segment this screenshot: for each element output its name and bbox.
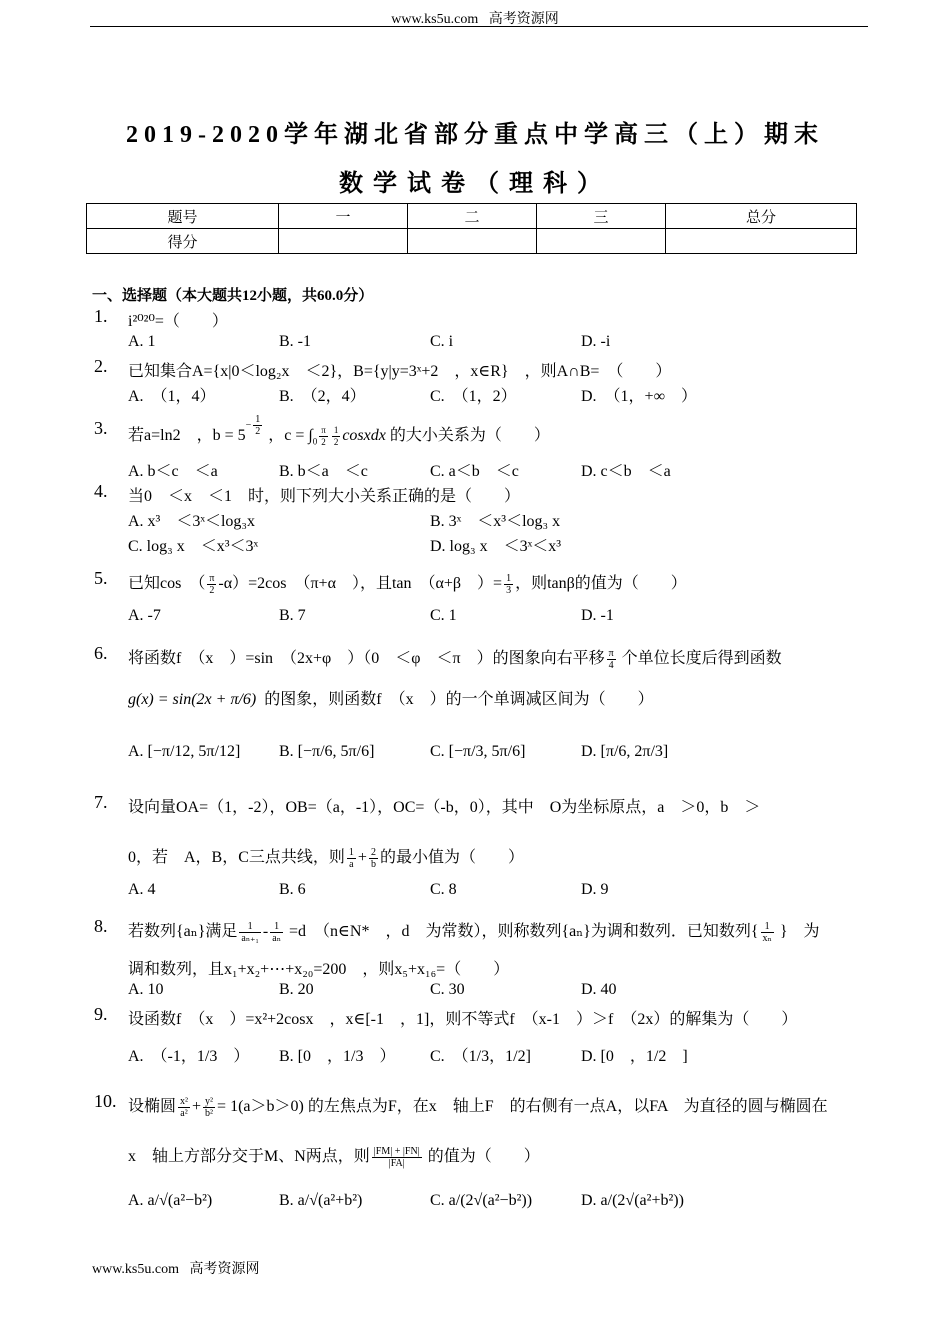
question-stem: 将函数f （x ）=sin （2x+φ ）（0 ＜φ ＜π ）的图象向右平移 $\frac{\pi}{4}$ 个单位长度后得到函数 [128,647,782,671]
score-cell: 总分 [666,204,857,229]
stem-part: =d （n∈N* ，d 为常数），则称数列{aₙ}为调和数列．已知数列{ [289,923,759,940]
option: B. 3ˣ ＜x³＜log₃ x [430,513,561,530]
option: C. 30 [430,981,465,998]
question-stem: 当0 ＜x ＜1 时，则下列大小关系正确的是（ ） [128,488,521,505]
stem-part: 的大小关系为（ ） [389,427,550,445]
question-stem: 调和数列，且x₁+x₂+⋯+x₂₀=200 ，则x₅+x₁₆=（ ） [128,961,510,978]
option: D. -i [581,333,611,350]
option: A. x³ ＜3ˣ＜log₃x [128,513,256,530]
option: D. [π/6, 2π/3] [581,743,669,760]
score-table-row [87,204,857,229]
option: B. [0 ，1/3 ） [279,1048,396,1065]
option: C. i [430,333,454,350]
score-cell: 一 [279,204,408,229]
score-cell [537,229,666,254]
score-cell: 三 [537,204,666,229]
stem-part: cosxdx [342,427,386,445]
question-stem: 若a=ln2 ，$b = 5^{- \frac{1}{2}}$ ，$c = \int_0$ $\frac{\pi}{2}$ $\frac{1}{2}$ cosxdx 的大小关系为（ ） [128,414,550,447]
question-number: 8. [94,916,108,936]
option: D. [0 ，1/2 ] [581,1048,688,1065]
option: D. c＜b ＜a [581,463,671,480]
footer-site: www.ks5u.com [92,1262,179,1277]
option: A. （-1，1/3 ） [128,1048,250,1065]
option: B. b＜a ＜c [279,463,368,480]
header-label: 高考资源网 [488,12,559,27]
score-cell [408,229,537,254]
option: C. log₃ x ＜x³＜3ˣ [128,538,259,555]
stem-part: 已知cos （ [128,575,206,592]
option: B. （2，4） [279,388,366,405]
option: D. -1 [581,607,614,624]
option: B. a/√(a²+b²) [279,1192,363,1209]
question-stem: 设函数f （x ）=x²+2cosx ，x∈[-1 ，1]，则不等式f （x-1 ）＞f （2x）的解集为（ ） [128,1011,798,1028]
score-cell [666,229,857,254]
option: C. a/(2√(a²−b²)) [430,1192,533,1209]
title-line-1: 2019-2020学年湖北省部分重点中学高三（上）期末 [126,122,824,148]
option: D. 40 [581,981,617,998]
stem-part: 0，若 A，B，C三点共线，则 [128,849,345,866]
option: B. -1 [279,333,311,350]
page-header [0,8,950,28]
title-line-2: 数学试卷（理科） [339,171,611,197]
question-stem: 已知集合A={x|0＜log₂x ＜2}，B={y|y=3ˣ+2 ，x∈R} ，则A∩B= （ ） [128,363,672,380]
question-number: 1. [94,306,108,326]
score-cell [279,229,408,254]
score-table [86,203,857,254]
stem-part: 的左焦点为F，在x 轴上F 的右侧有一点A，以FA 为直径的圆与椭圆在 [307,1098,828,1115]
option: D. a/(2√(a²+b²)) [581,1192,684,1209]
stem-part: 设椭圆 [128,1098,177,1115]
question-stem: 设向量OA=（1，-2），OB=（a，-1），OC=（-b，0），其中 O为坐标原点，a ＞0，b ＞ [128,799,761,816]
score-cell: 二 [408,204,537,229]
section-heading: 一、选择题（本大题共12小题，共60.0分） [92,288,374,304]
option: C. （1，2） [430,388,517,405]
question-stem: i²⁰²⁰=（ ） [128,313,228,330]
question-number: 2. [94,356,108,376]
stem-formula: g(x) = sin(2x + π/6) [128,691,257,708]
score-cell: 题号 [87,204,279,229]
option: A. -7 [128,607,161,624]
option: B. 20 [279,981,314,998]
question-stem: 设椭圆 $\frac{\text{x²}}{\text{a²}}$ + $\frac{\text{y²}}{\text{b²}}$ = 1(a＞b＞0) 的左焦点为F，在x 轴上F 的右侧有一点A，以FA 为直径的圆与椭圆在 [128,1095,828,1119]
option: A. b＜c ＜a [128,463,218,480]
question-stem: 若数列{aₙ}满足 $\frac{1}{\text{aₙ₊₁}}$ - $\frac{1}{\text{aₙ}}$ =d （n∈N* ，d 为常数），则称数列{aₙ}为调和数列．已知数列{ $\frac{1}{\text{xₙ}}$ } 为 [128,920,820,944]
option: C. 1 [430,607,457,624]
option: C. a＜b ＜c [430,463,519,480]
option: A. 1 [128,333,156,350]
option: D. 9 [581,881,609,898]
stem-part: 将函数f （x ）=sin （2x+φ ）（0 ＜φ ＜π ）的图象向右平移 [128,650,605,667]
question-number: 10. [94,1091,117,1111]
footer-label: 高考资源网 [189,1262,260,1277]
option: D. log₃ x ＜3ˣ＜x³ [430,538,562,555]
stem-part: ，c = ∫ [268,427,313,445]
question-stem: 已知cos （ $\frac{\pi}{2}$ -α）=2cos （π+α ），且tan （α+β ）= $\frac{1}{3}$ ，则tanβ的值为（ ） [128,572,687,596]
header-site: www.ks5u.com [391,12,479,27]
option: C. 8 [430,881,457,898]
stem-part: } 为 [779,923,820,940]
question-stem: 0，若 A，B，C三点共线，则 $\frac{1}{a}$ + $\frac{2}{b}$ 的最小值为（ ） [128,846,524,870]
score-cell: 得分 [87,229,279,254]
question-stem [128,686,654,709]
question-number: 9. [94,1004,108,1024]
option: A. a/√(a²−b²) [128,1192,213,1209]
header-divider [90,26,868,27]
score-table-row [87,229,857,254]
option: D. （1，+∞ ） [581,388,697,405]
page-footer [92,1258,259,1278]
question-stem: x 轴上方部分交于M、N两点，则 $\frac{|FM| + |FN|}{|FA|}$ 的值为（ ） [128,1145,540,1169]
stem-part: 若a=ln2 ，b = 5 [128,427,246,445]
question-number: 6. [94,643,108,663]
option: C. [−π/3, 5π/6] [430,743,526,760]
stem-part: 的值为（ ） [427,1148,540,1165]
option: B. 7 [279,607,306,624]
stem-part: -α）=2cos （π+α ），且tan （α+β ）= [218,575,503,592]
option: A. 10 [128,981,164,998]
stem-part: 若数列{aₙ}满足 [128,923,238,940]
question-number: 4. [94,481,108,501]
option: A. [−π/12, 5π/12] [128,743,241,760]
stem-part: 个单位长度后得到函数 [621,650,782,667]
option: B. [−π/6, 5π/6] [279,743,375,760]
option: C. （1/3，1/2] [430,1048,531,1065]
question-number: 7. [94,792,108,812]
stem-part: x 轴上方部分交于M、N两点，则 [128,1148,370,1165]
question-number: 5. [94,568,108,588]
option: A. 4 [128,881,156,898]
question-number: 3. [94,418,108,438]
stem-part: 的图象，则函数f （x ）的一个单调减区间为（ ） [264,691,654,708]
stem-part: 的最小值为（ ） [379,849,524,866]
option: B. 6 [279,881,306,898]
option: A. （1，4） [128,388,216,405]
stem-part: ，则tanβ的值为（ ） [515,575,687,592]
